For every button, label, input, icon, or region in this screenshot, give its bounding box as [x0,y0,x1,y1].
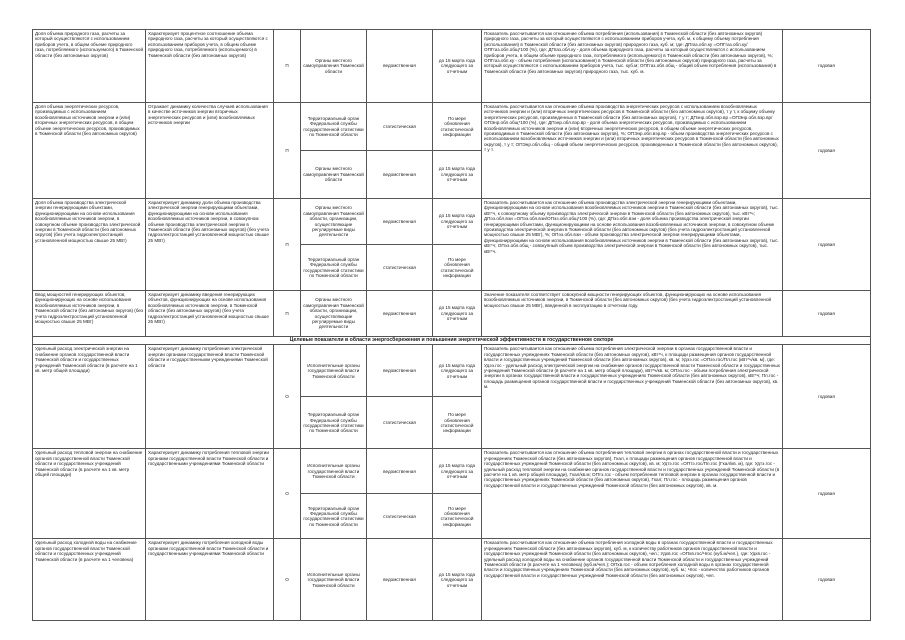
source-org-cell: Территориальный орган Федеральной службы государственной статистики по Тюменской области [301,245,367,291]
report-term-cell: По мере обновления статистической информации [433,397,482,449]
indicator-name-cell: Доля объема природного газа, расчеты за который осуществляются с использованием приборов учета, в общем объеме природного газа, потребляемого (используемого) в Тюменской области (без автономных округов) [33,30,146,103]
table-row [33,449,871,494]
indicator-description-cell: Характеризует динамику потребления тепловой энергии органами государственной власти Тюменской области и государственными учреждениями Тюменской области [146,449,274,539]
report-term-cell: до 15 марта года следующего за отчетным [433,539,482,621]
report-term-cell: до 15 марта года следующего за отчетным [433,449,482,494]
periodicity-cell: годовая [783,291,871,337]
indicator-name-cell: Удельный расход холодной воды на снабжение органов государственной власти Тюменской области и государственных учреждений Тюменской области (в расчете на 1 человека) [33,539,146,621]
collection-method-cell: ведомственная [367,30,433,103]
indicator-type-cell: П [274,291,301,337]
table-row [33,103,871,151]
calculation-formula-cell: Показатель рассчитывается как отношение объема потребления (использования) в Тюменской области (без автономных округов) природного газа, расчеты за который осуществляются с использованием приборов учета, куб. м, к общему объему потребления (использования) в Тюменской области (без автономных округов) природного газа, куб. м; где: ДПгаз.обл.ку =ОПГгаз.обл.ку/ОПГгаз.обл.общ*100 (%), где: ДПгаз.обл.ку - доля объема природного газа, расчеты за который осуществляются с использованием приборов учета, в общем объеме природного газа, потребляемого (используемого) в Тюменской области (без автономных округов), %; ОПГгаз.обл.ку - объем потребления (использования) в Тюменской области (без автономных округов) природного газа, расчеты за который осуществляются с использованием приборов учета, тыс. куб.м; ОПГгаз.обл.общ - общий объем потребления (использования) в Тюменской области (без автономных округов) природного газа, тыс. куб. м. [482,30,783,103]
table-row [33,199,871,245]
indicator-name-cell: Ввод мощностей генерирующих объектов, функционирующих на основе использования возобновляемых источников энергии, в Тюменской области (без автономных округов) (без учета гидроэлектростанций установленной мощностью свыше 25 МВт) [33,291,146,337]
section-title: Целевые показатели в области энергосбережения и повышения энергетической эффективности в государственном секторе [33,337,871,345]
collection-method-cell: ведомственная [367,151,433,199]
report-term-cell: до 15 марта года следующего за отчетным [433,291,482,337]
report-term-cell: до 15 марта года следующего за отчетным [433,151,482,199]
source-org-cell: Органы местного самоуправления Тюменской области [301,30,367,103]
indicator-type-cell: О [274,539,301,621]
table-row [33,30,871,103]
indicator-name-cell: Удельный расход электрической энергии на снабжение органов государственной власти Тюменской области и государственных учреждений Тюменской области (в расчете на 1 кв. метр общей площади) [33,345,146,449]
source-org-cell: Органы местного самоуправления Тюменской области, организации, осуществляющие регулируемые виды деятельности [301,199,367,245]
indicator-name-cell: Доля объема производства электрической энергии генерирующими объектами, функционирующими на основе использования возобновляемых источников энергии, в совокупном объеме производства электрической энергии в Тюменской области (без автономных округов) (без учета гидроэлектростанций установленной мощностью свыше 25 МВт) [33,199,146,291]
table-row [33,539,871,621]
collection-method-cell: ведомственная [367,539,433,621]
indicator-description-cell: Отражает динамику количества случаев использования в качестве источников энергии вторичных энергетических ресурсов и (или) возобновляемых источников энергии [146,103,274,199]
table-row [33,345,871,397]
indicator-description-cell: Характеризует динамику доли объема производства электрической энергии генерирующими объектами, функционирующими на основе использования возобновляемых источников энергии, в совокупном объеме производства электрической энергии в Тюменской области (без автономных округов) (без учета гидроэлектростанций установленной мощностью свыше 25 МВт) [146,199,274,291]
source-org-cell: Территориальный орган Федеральной службы государственной статистики по Тюменской области [301,494,367,539]
calculation-formula-cell: Показатель рассчитывается как отношение объема потребления электрической энергии в органах государственной власти и государственных учреждениях Тюменской области (без автономных округов), кВт*ч, к площади размещения органов государственной власти и государственных учреждений Тюменской области (без автономных округов), кв. м; Удээ.гос =ОПээ.гос/Пл.гос (кВт*ч/кв. м), где: Удээ.гос - удельный расход электрической энергии на снабжение органов государственной власти Тюменской области и государственных учреждений Тюменской области (в расчете на 1 кв. метр общей площади), кВт*ч/кв. м; ОПээ.гос - объем потребления электрической энергии в органах государственной власти и государственных учреждениях Тюменской области (без автономных округов), кВт*ч; Пл.гос - площадь размещения органов государственной власти и государственных учреждений Тюменской области (без автономных округов), кв. м. [482,345,783,449]
collection-method-cell: ведомственная [367,199,433,245]
periodicity-cell: годовая [783,539,871,621]
periodicity-cell: годовая [783,30,871,103]
report-term-cell: до 15 марта года следующего за отчетным [433,199,482,245]
source-org-cell: Территориальный орган Федеральной службы государственной статистики по Тюменской области [301,103,367,151]
source-org-cell: Органы местного самоуправления Тюменской области [301,151,367,199]
report-term-cell: до 15 марта года следующего за отчетным [433,30,482,103]
calculation-formula-cell: Показатель рассчитывается как отношение объема производства электрической энергии генерирующими объектами, функционирующими на основе использования возобновляемых источников энергии в Тюменской области (без автономных округов), тыс. кВт*ч, к совокупному объему производства электрической энергии в Тюменской области (без автономных округов), тыс. кВт*ч; ДПээ.обл.вэи =ОПээ.обл.вэи/ОПээ.обл.общ*100 (%), где: ДПээ.обл.вэи - доля объема производства электрической энергии генерирующими объектами, функционирующими на основе использования возобновляемых источников энергии, в совокупном объеме производства электрической энергии в Тюменской области (без автономных округов) (без учета гидроэлектростанций установленной мощностью свыше 25 МВт), %; ОПээ.обл.вэи - объем производства электрической энергии генерирующими объектами, функционирующими на основе использования возобновляемых источников энергии в Тюменской области (без автономных округов), тыс. кВт*ч; ОПээ.обл.общ - совокупный объем производства электрической энергии в Тюменской области (без автономных округов), тыс. кВт*ч. [482,199,783,291]
calculation-formula-cell: Значение показателя соответствует совокупной мощности генерирующих объектов, функционирующих на основе использования возобновляемых источников энергии, в Тюменской области (без автономных округов) (без учета гидроэлектростанций установленной мощностью свыше 25 МВт), введенной в эксплуатацию в отчетном году. [482,291,783,337]
source-org-cell: Органы местного самоуправления Тюменской области, организации, осуществляющие регулируемые виды деятельности [301,291,367,337]
collection-method-cell: статистическая [367,245,433,291]
indicator-name-cell: Удельный расход тепловой энергии на снабжение органов государственной власти Тюменской области и государственных учреждений Тюменской области (в расчете на 1 кв. метр общей площади) [33,449,146,539]
collection-method-cell: статистическая [367,103,433,151]
indicator-name-cell: Доля объема энергетических ресурсов, производимых с использованием возобновляемых источников энергии и (или) вторичных энергетических ресурсов, в общем объеме энергетических ресурсов, производимых в Тюменской области (без автономных округов) [33,103,146,199]
table-row [33,291,871,337]
calculation-formula-cell: Показатель рассчитывается как отношение объема потребления холодной воды в органах государственной власти и государственных учреждениях Тюменской области (без автономных округов), куб. м, к количеству работников органов государственной власти и государственных учреждений Тюменской области (без автономных округов), чел.; Удхв.гос =ОПхв.гос/Чгос (куб.м/чел.), где: Удхв.гос - удельный расход холодной воды на снабжение органов государственной власти Тюменской области и государственных учреждений Тюменской области (в расчете на 1 человека) (куб.м/чел.); ОПхв.гос - объем потребления холодной воды в органах государственной власти и государственных учреждениях Тюменской области (без автономных округов), куб. м.; Чгос - количество работников органов государственной власти и государственных учреждений Тюменской области (без автономных округов), чел. [482,539,783,621]
report-term-cell: до 15 марта года следующего за отчетным [433,345,482,397]
collection-method-cell: ведомственная [367,291,433,337]
source-org-cell: Исполнительные органы государственной власти Тюменской области [301,345,367,397]
indicator-description-cell: Характеризует динамику потребления холодной воды органами государственной власти Тюменской области и государственными учреждениями Тюменской области [146,539,274,621]
calculation-formula-cell: Показатель рассчитывается как отношение объема потребления тепловой энергии в органах государственной власти и государственных учреждениях Тюменской области (без автономных округов), Гкал, к площади размещения органов государственной власти и государственных учреждений Тюменской области (без автономных округов), кв. м; Удтэ.гос =ОПтэ.гос/Пл.гос (Гкал/кв. м), где: Удтэ.гос - удельный расход тепловой энергии на снабжение органов государственной власти и государственных учреждений Тюменской области (в расчете на 1 кв. метр общей площади), Гкал/кв.м; ОПтэ.гос - объем потребления тепловой энергии в органах государственной власти и государственных учреждениях Тюменской области (без автономных округов), Гкал; Пл.гос - площадь размещения органов государственной власти и государственных учреждений Тюменской области (без автономных округов), кв. м. [482,449,783,539]
indicator-type-cell: О [274,345,301,449]
indicator-type-cell: П [274,103,301,199]
calculation-formula-cell: Показатель рассчитывается как отношение объема производства энергетических ресурсов с использованием возобновляемых источников энергии и (или) вторичных энергетических ресурсов в Тюменской области (без автономных округов), т у т, к общему объему энергетических ресурсов, произведенных в Тюменской области (без автономных округов), т у т; ДПэнр.обл.вэр.вр =ОПЭнр.обл.вэр.вр/ОПЭнр.обл.общ*100 (%), где: ДПэнр.обл.вэр.вр - доля объема энергетических ресурсов, производимых с использованием возобновляемых источников энергии и (или) вторичных энергетических ресурсов, в общем объеме энергетических ресурсов, производимых в Тюменской области (без автономных округов), %; ОПЭнр.обл.вэр.вр - объем производства энергетических ресурсов с использованием возобновляемых источников энергии и (или) вторичных энергетических ресурсов в Тюменской области (без автономных округов), т у т; ОПЭнр.обл.общ - общий объем энергетических ресурсов, произведенных в Тюменской области (без автономных округов), т у т. [482,103,783,199]
collection-method-cell: ведомственная [367,345,433,397]
indicator-description-cell: Характеризует динамику потребления электрической энергии органами государственной власти Тюменской области и государственными учреждениями Тюменской области [146,345,274,449]
collection-method-cell: ведомственная [367,449,433,494]
document-page [32,29,870,620]
indicator-description-cell: Характеризует динамику введения генерирующих объектов, функционирующих на основе использования возобновляемых источников энергии, в Тюменской области (без автономных округов) (без учета гидроэлектростанций установленной мощностью свыше 25 МВт) [146,291,274,337]
collection-method-cell: статистическая [367,494,433,539]
indicator-type-cell: П [274,199,301,291]
periodicity-cell: годовая [783,103,871,199]
periodicity-cell: годовая [783,345,871,449]
collection-method-cell: статистическая [367,397,433,449]
source-org-cell: Исполнительные органы государственной власти Тюменской области [301,449,367,494]
indicators-table [32,29,871,621]
periodicity-cell: годовая [783,199,871,291]
section-header-row [33,337,871,345]
report-term-cell: По мере обновления статистической информации [433,494,482,539]
indicator-type-cell: О [274,449,301,539]
indicator-type-cell: П [274,30,301,103]
source-org-cell: Территориальный орган Федеральной службы государственной статистики по Тюменской области [301,397,367,449]
report-term-cell: По мере обновления статистической информации [433,103,482,151]
report-term-cell: По мере обновления статистической информации [433,245,482,291]
source-org-cell: Исполнительные органы государственной власти Тюменской области [301,539,367,621]
periodicity-cell: годовая [783,449,871,539]
indicator-description-cell: Характеризует процентное соотношение объема природного газа, расчеты за который осуществляются с использованием приборов учета, в общем объеме природного газа, потребляемого (используемого) в Тюменской области (без автономных округов) [146,30,274,103]
